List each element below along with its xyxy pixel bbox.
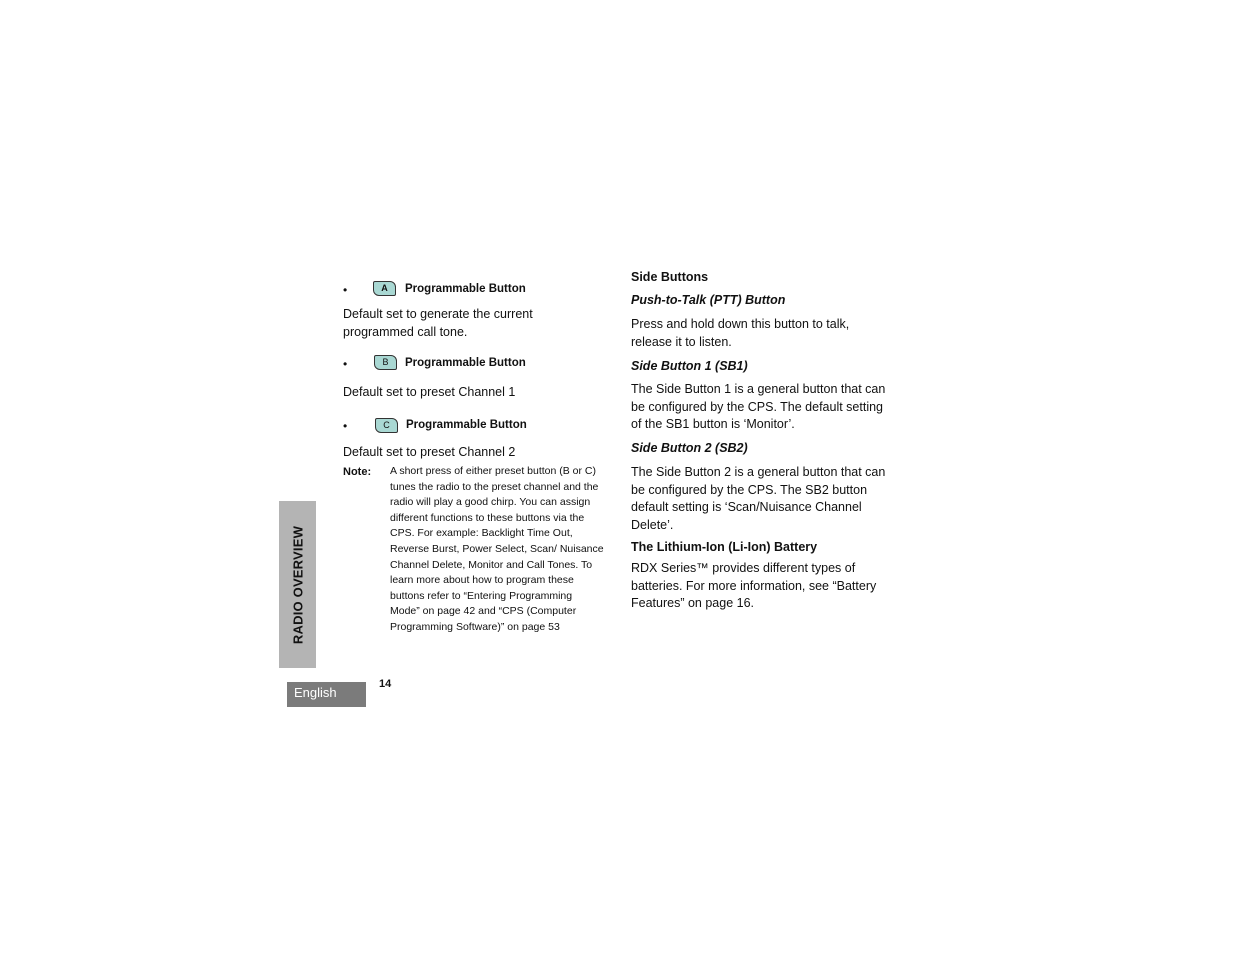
page-number: 14 bbox=[379, 678, 392, 690]
sb2-text: The Side Button 2 is a general button that can be configured by the CPS. The SB2 button default setting is ‘Scan/Nuisance Channel Delete’. bbox=[631, 465, 886, 532]
note-label: Note: bbox=[343, 466, 372, 478]
button-b-label: Programmable Button bbox=[405, 357, 526, 369]
ptt-heading: Push-to-Talk (PTT) Button bbox=[631, 293, 786, 307]
note-text: A short press of either preset button (B or C) tunes the radio to the preset channel and the radio will play a good chirp. You can assign different functions to these buttons via the CPS. For example: Backlight Time Out, Reverse Burst, Power Select, Scan/ Nuisance Channel Delete, Monitor and Call Tones. To learn more about how to program these buttons refer to “Entering Programming Mode” on page 42 and “CPS (Computer Programming Software)” on page 53 bbox=[390, 465, 604, 633]
ptt-text: Press and hold down this button to talk, release it to listen. bbox=[631, 317, 850, 349]
section-label: RADIO OVERVIEW bbox=[290, 525, 305, 644]
sb1-heading: Side Button 1 (SB1) bbox=[631, 359, 748, 373]
button-a-label: Programmable Button bbox=[405, 283, 526, 295]
button-c-label: Programmable Button bbox=[406, 419, 527, 431]
button-a-description: Default set to generate the current programmed call tone. bbox=[343, 307, 533, 339]
language-label: English bbox=[287, 682, 366, 707]
battery-text: RDX Series™ provides different types of batteries. For more information, see “Battery Features” on page 16. bbox=[631, 561, 877, 610]
button-c-description: Default set to preset Channel 2 bbox=[343, 445, 516, 459]
sb1-text: The Side Button 1 is a general button that can be configured by the CPS. The default setting of the SB1 button is ‘Monitor’. bbox=[631, 382, 886, 431]
button-b-description: Default set to preset Channel 1 bbox=[343, 385, 516, 399]
bullet-b: • bbox=[343, 357, 348, 371]
bullet-a: • bbox=[343, 283, 348, 297]
button-a-icon: A bbox=[373, 281, 396, 296]
sb2-heading: Side Button 2 (SB2) bbox=[631, 441, 748, 455]
button-b-icon: B bbox=[374, 355, 397, 370]
side-buttons-heading: Side Buttons bbox=[631, 270, 709, 284]
button-c-icon: C bbox=[375, 418, 398, 433]
bullet-c: • bbox=[343, 419, 348, 433]
battery-heading: The Lithium-Ion (Li-Ion) Battery bbox=[631, 540, 818, 554]
section-side-tab bbox=[279, 501, 316, 668]
